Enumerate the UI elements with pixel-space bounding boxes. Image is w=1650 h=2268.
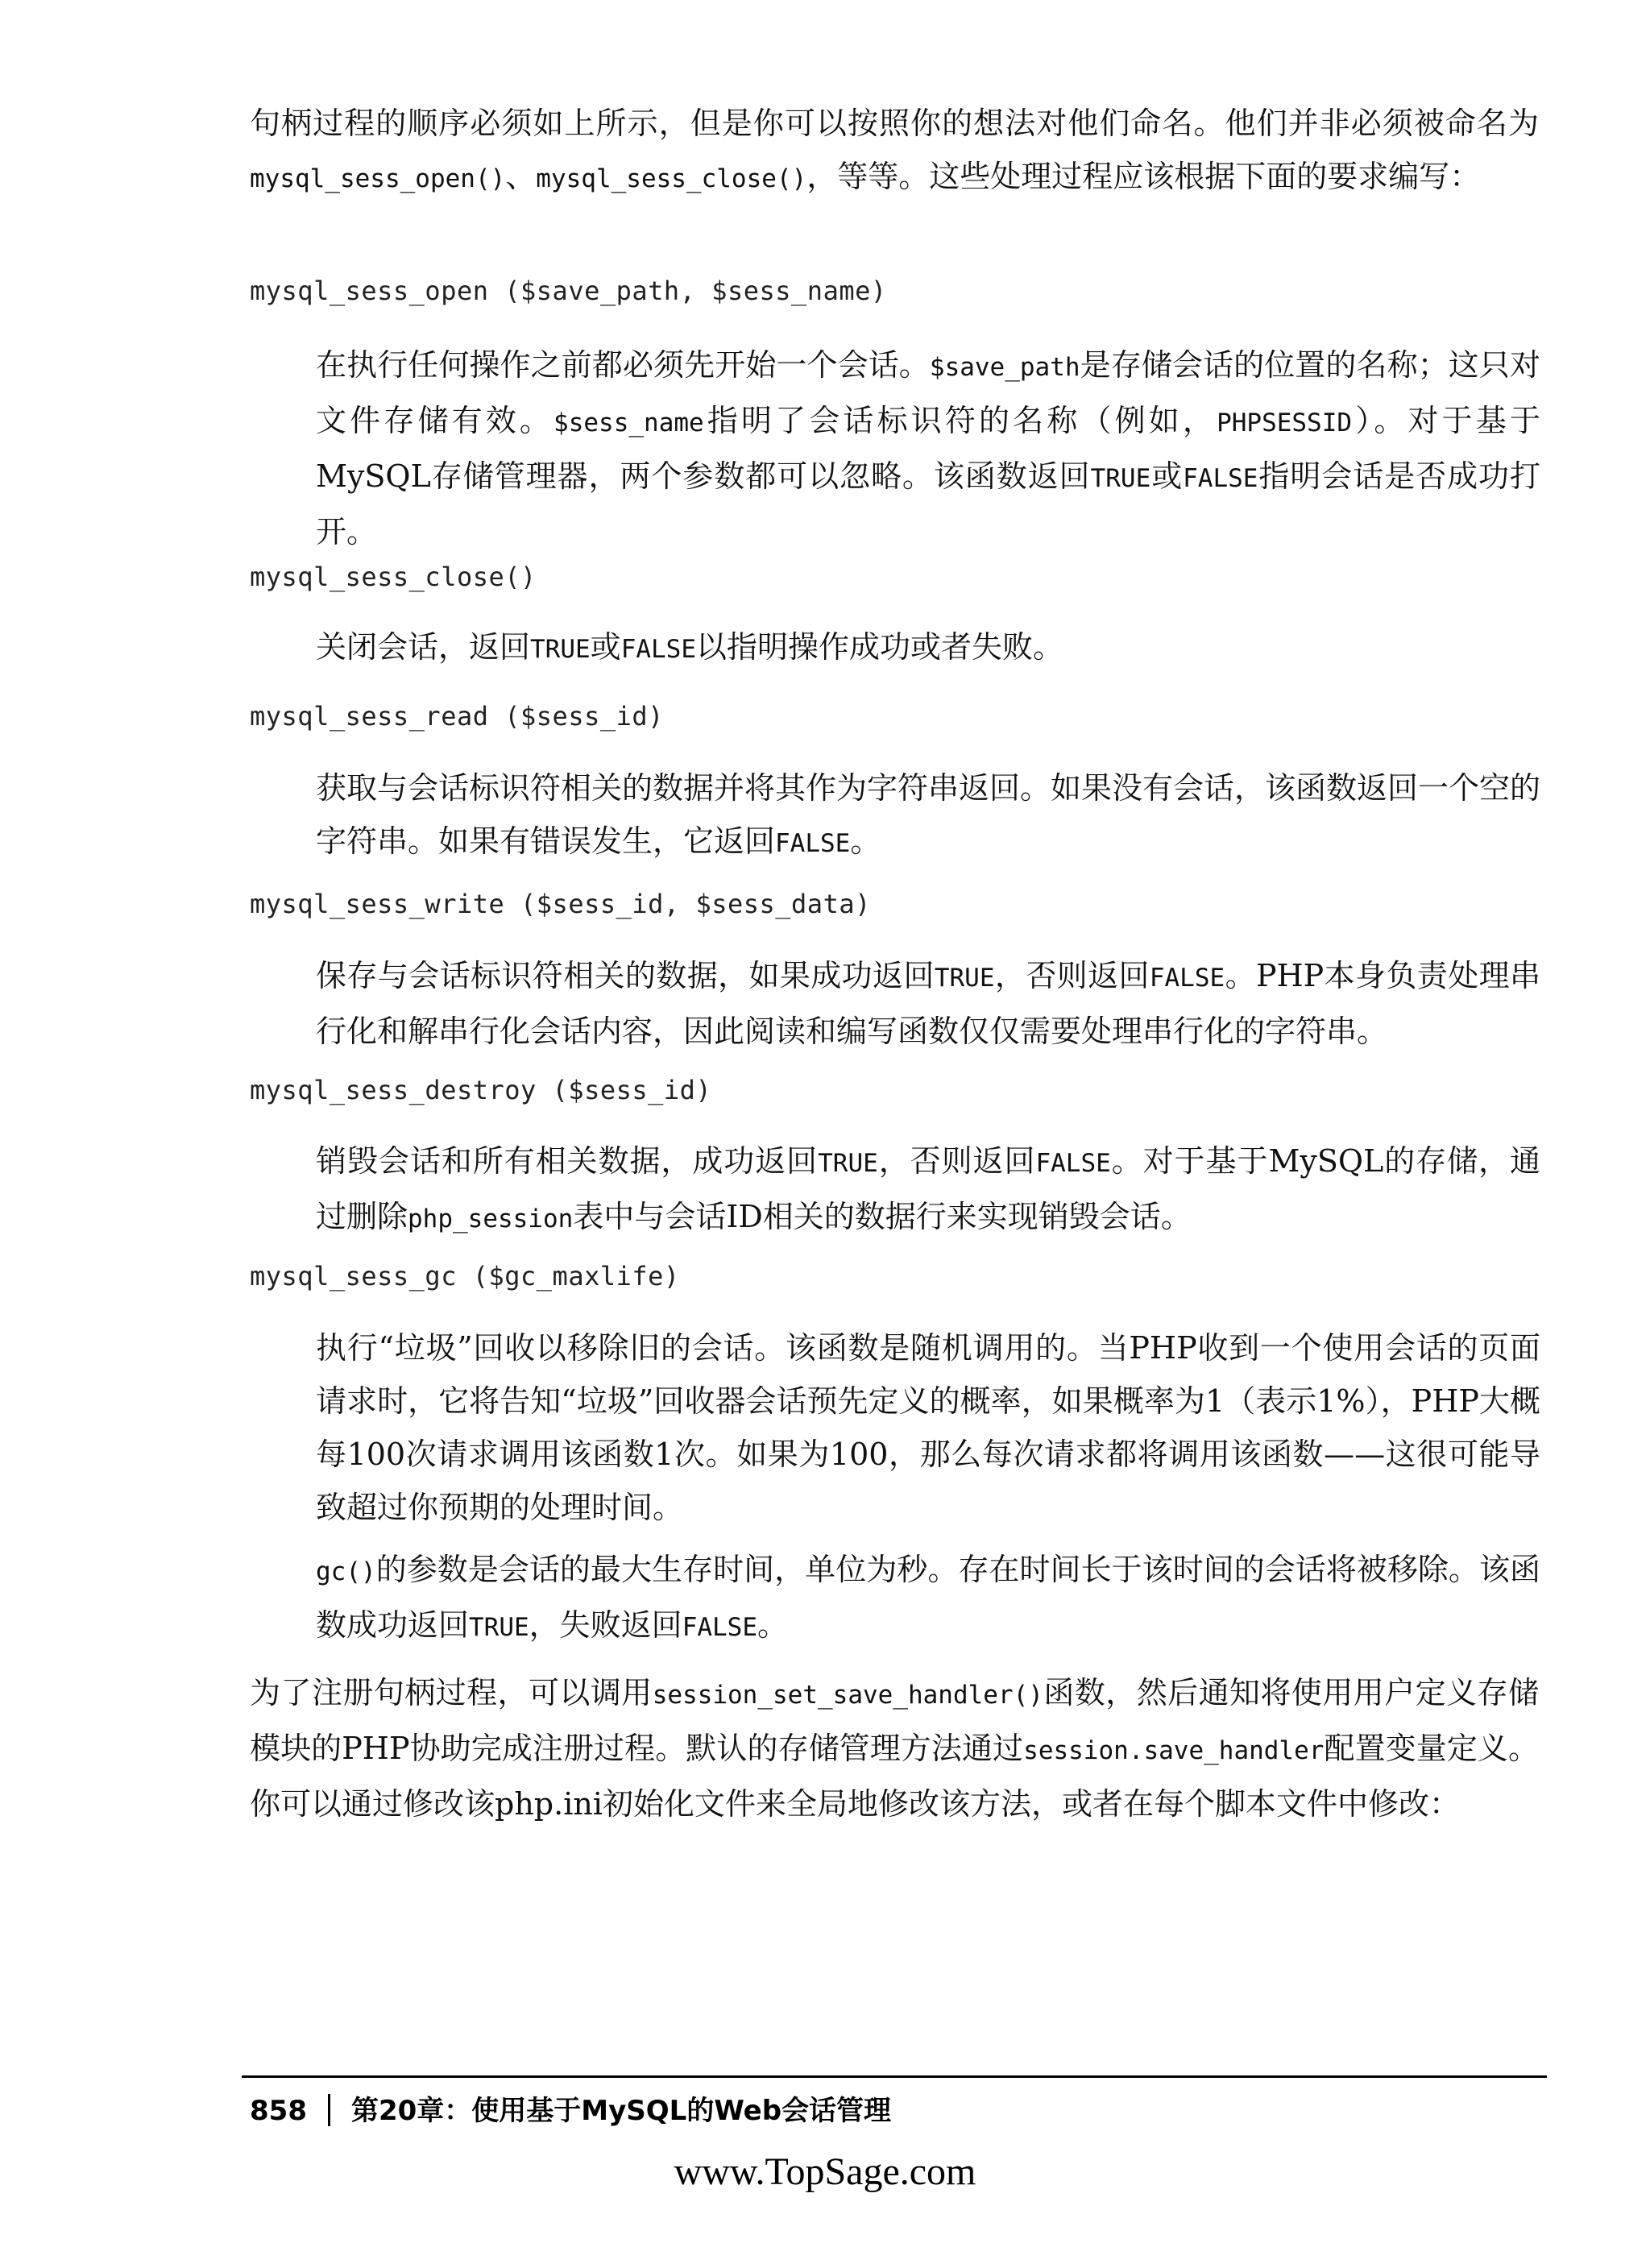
inline-code: TRUE bbox=[934, 964, 995, 993]
text-run: ，否则返回 bbox=[877, 1143, 1036, 1179]
text-run: 执行“垃圾”回收以移除旧的会话。该函数是随机调用的。当PHP收到一个使用会话的页面请求时，它将告知“垃圾”回收器会话预先定义的概率，如果概率为1（表示1%），PHP大概每100次请求调用该函数1次。如果为100，那么每次请求都将调用该函数——这很可能导致超过你预期的处理时间。 bbox=[316, 1330, 1540, 1525]
text-run: 的参数是会话的最大生存时间，单位为秒。存在时间长于该时间的会话将被移除。该函数成功返回 bbox=[316, 1552, 1540, 1643]
function-signature: mysql_sess_gc ($gc_maxlife) bbox=[250, 1261, 680, 1292]
text-run: 获取与会话标识符相关的数据并将其作为字符串返回。如果没有会话，该函数返回一个空的字符串。如果有错误发生，它返回 bbox=[316, 770, 1541, 859]
text-run: 表中与会话ID相关的数据行来实现销毁会话。 bbox=[573, 1199, 1192, 1234]
inline-code: FALSE bbox=[1035, 1149, 1111, 1178]
function-description-text bbox=[316, 761, 1540, 870]
inline-code: FALSE bbox=[620, 635, 697, 664]
text-run: 或 bbox=[590, 629, 621, 665]
function-description-text bbox=[316, 338, 1540, 558]
text-run: ，等等。这些处理过程应该根据下面的要求编写： bbox=[806, 159, 1481, 194]
inline-code: TRUE bbox=[1090, 464, 1151, 493]
text-run: ）。对于基于MySQL存储管理器，两个参数都可以忽略。该函数返回 bbox=[316, 403, 1540, 494]
function-description bbox=[316, 949, 1540, 1058]
function-signature: mysql_sess_read ($sess_id) bbox=[250, 701, 664, 732]
text-run: 保存与会话标识符相关的数据，如果成功返回 bbox=[316, 958, 935, 993]
intro-paragraph bbox=[250, 97, 1539, 205]
inline-code: $sess_name bbox=[553, 408, 704, 437]
function-signature: mysql_sess_write ($sess_id, $sess_data) bbox=[250, 889, 871, 919]
text-run: 是存储会话的位置的名称；这只对文件存储有效。 bbox=[316, 347, 1540, 438]
inline-code: gc() bbox=[316, 1557, 376, 1586]
text-run: 句柄过程的顺序必须如上所示，但是你可以按照你的想法对他们命名。他们并非必须被命名为 bbox=[250, 106, 1539, 141]
text-run: 。 bbox=[850, 823, 881, 859]
inline-code: FALSE bbox=[682, 1613, 758, 1642]
function-description-text bbox=[316, 620, 1540, 676]
function-description bbox=[316, 1134, 1540, 1246]
text-run: 配置变量定义。你可以通过修改该php.ini初始化文件来全局地修改该方法，或者在每个脚本文件中修改： bbox=[250, 1731, 1539, 1822]
inline-code: session_set_save_handler() bbox=[652, 1681, 1043, 1710]
inline-code: PHPSESSID bbox=[1217, 408, 1353, 437]
text-run: 以指明操作成功或者失败。 bbox=[696, 629, 1064, 665]
text-run: 。 bbox=[757, 1607, 789, 1643]
inline-code: php_session bbox=[408, 1204, 574, 1234]
function-description-text bbox=[316, 949, 1540, 1058]
function-description bbox=[316, 761, 1540, 870]
inline-code: $save_path bbox=[929, 353, 1080, 382]
text-run: 销毁会话和所有相关数据，成功返回 bbox=[316, 1143, 819, 1179]
function-signature: mysql_sess_close() bbox=[250, 562, 537, 592]
inline-code: TRUE bbox=[530, 635, 591, 664]
intro-text bbox=[250, 97, 1539, 205]
inline-code: FALSE bbox=[1183, 464, 1258, 493]
inline-code: TRUE bbox=[469, 1613, 529, 1642]
text-run: 。对于基于MySQL的存储，通过删除 bbox=[316, 1143, 1540, 1234]
inline-code: mysql_sess_open() bbox=[250, 164, 506, 193]
function-description-note-text bbox=[316, 1543, 1540, 1654]
function-description-text bbox=[316, 1134, 1540, 1246]
outro-paragraph bbox=[250, 1666, 1539, 1831]
text-run: 、 bbox=[505, 159, 537, 194]
inline-code: mysql_sess_close() bbox=[536, 164, 807, 193]
page-footer bbox=[250, 2088, 891, 2128]
page-number: 858 bbox=[250, 2095, 307, 2127]
inline-code: FALSE bbox=[775, 829, 851, 858]
text-run: 为了注册句柄过程，可以调用 bbox=[250, 1675, 653, 1710]
function-description bbox=[316, 620, 1540, 676]
text-run: ，失败返回 bbox=[529, 1607, 682, 1643]
text-run: 函数，然后通知将使用用户定义存储模块的PHP协助完成注册过程。默认的存储管理方法通过 bbox=[250, 1675, 1539, 1766]
outro-text bbox=[250, 1666, 1539, 1831]
text-run: 。PHP本身负责处理串行化和解串行化会话内容，因此阅读和编写函数仅仅需要处理串行化的字符串。 bbox=[316, 958, 1540, 1049]
inline-code: FALSE bbox=[1149, 964, 1225, 993]
text-run: 关闭会话，返回 bbox=[316, 629, 531, 665]
inline-code: session.save_handler bbox=[1023, 1736, 1325, 1765]
chapter-title: 第20章：使用基于MySQL的Web会话管理 bbox=[350, 2095, 892, 2127]
function-description-note bbox=[316, 1543, 1540, 1654]
footer-rule bbox=[242, 2075, 1547, 2078]
function-signature: mysql_sess_destroy ($sess_id) bbox=[250, 1075, 712, 1105]
function-description bbox=[316, 1321, 1540, 1534]
text-run: 在执行任何操作之前都必须先开始一个会话。 bbox=[316, 347, 930, 383]
function-description-text bbox=[316, 1321, 1540, 1534]
function-description bbox=[316, 338, 1540, 558]
footer-separator bbox=[328, 2094, 330, 2126]
watermark-url: www.TopSage.com bbox=[674, 2150, 976, 2193]
text-run: 指明会话是否成功打开。 bbox=[316, 458, 1540, 549]
text-run: 指明了会话标识符的名称（例如， bbox=[703, 403, 1217, 438]
function-signature: mysql_sess_open ($save_path, $sess_name) bbox=[250, 276, 887, 306]
inline-code: TRUE bbox=[818, 1149, 878, 1178]
text-run: ，否则返回 bbox=[994, 958, 1150, 993]
text-run: 或 bbox=[1150, 458, 1184, 494]
